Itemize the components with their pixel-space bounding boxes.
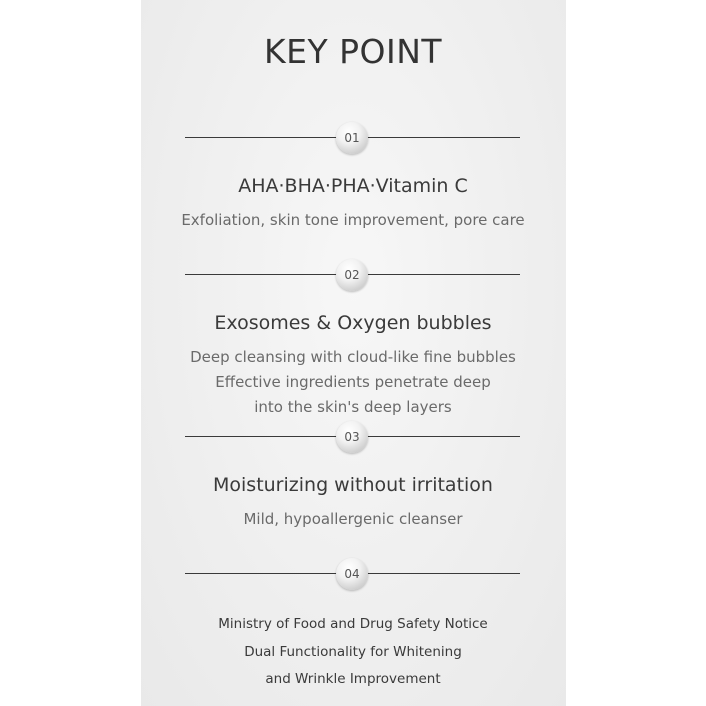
point-04-line-1: Ministry of Food and Drug Safety Notice bbox=[218, 616, 488, 632]
number-badge-02: 02 bbox=[336, 259, 368, 291]
divider-04 bbox=[185, 557, 520, 591]
point-02-description bbox=[0, 345, 706, 420]
point-04-notice bbox=[0, 611, 706, 694]
point-01-description bbox=[0, 208, 706, 233]
point-04-line-2: Dual Functionality for Whitening bbox=[244, 643, 462, 660]
number-badge-04: 04 bbox=[336, 558, 368, 590]
point-03-heading: Moisturizing without irritation bbox=[213, 474, 493, 496]
number-badge-01: 01 bbox=[336, 122, 368, 154]
point-02-heading: Exosomes & Oxygen bubbles bbox=[214, 312, 492, 334]
divider-02 bbox=[185, 258, 520, 292]
point-01-heading: AHA·BHA·PHA·Vitamin C bbox=[238, 175, 468, 197]
number-badge-03: 03 bbox=[336, 421, 368, 453]
point-02-line-1: Deep cleansing with cloud-like fine bubbles bbox=[190, 348, 516, 366]
page-title: KEY POINT bbox=[263, 32, 443, 71]
point-03-line-1: Mild, hypoallergenic cleanser bbox=[243, 510, 463, 528]
point-01-line-1: Exfoliation, skin tone improvement, pore care bbox=[181, 211, 525, 229]
point-02-line-3: into the skin's deep layers bbox=[254, 398, 452, 416]
point-02-line-2: Effective ingredients penetrate deep bbox=[215, 373, 491, 391]
point-03-description bbox=[0, 507, 706, 532]
divider-01 bbox=[185, 121, 520, 155]
divider-03 bbox=[185, 420, 520, 454]
point-04-line-3: and Wrinkle Improvement bbox=[265, 671, 441, 687]
